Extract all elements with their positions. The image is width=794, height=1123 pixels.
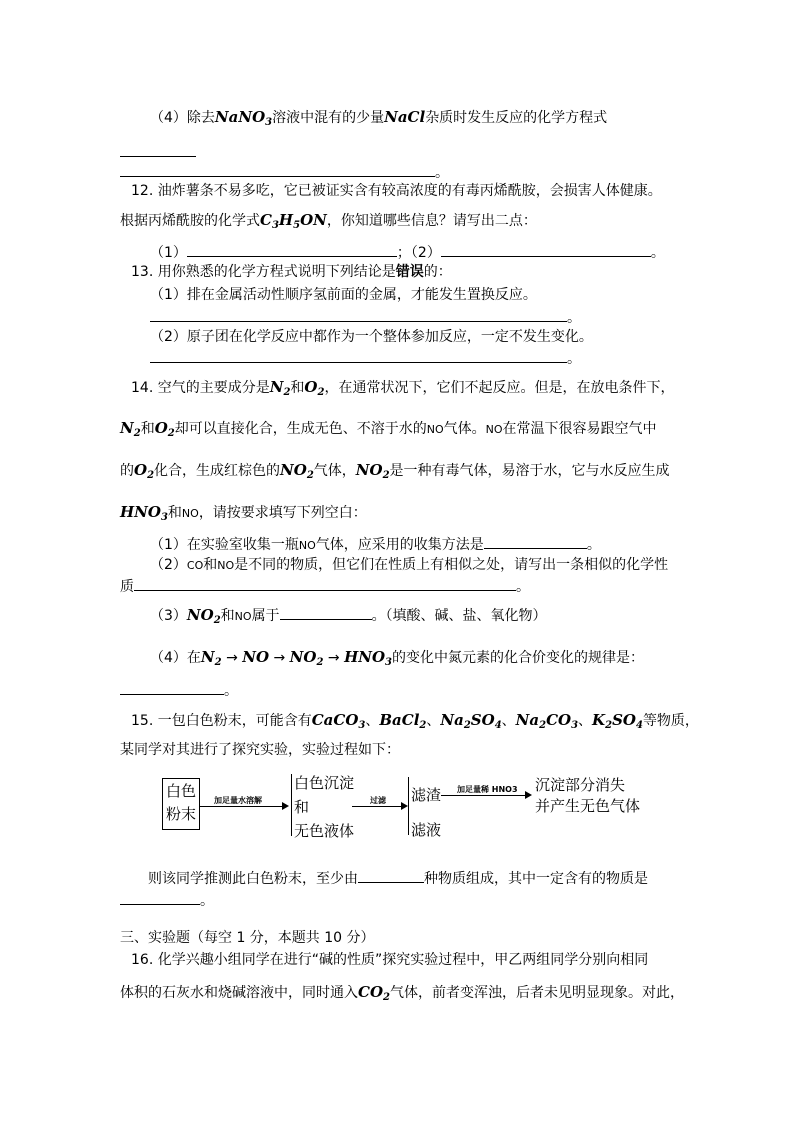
q16-line1: 16. 化学兴趣小组同学在进行“碱的性质”探究实验过程中，甲乙两组同学分别向相同 bbox=[131, 952, 649, 968]
text: 是不同的物质，但它们在性质上有相似之处，请写出一条相似的化学性 bbox=[234, 557, 669, 573]
text: 体积的石灰水和烧碱溶液中，同时通入 bbox=[120, 985, 358, 1001]
formula: $N_2$ bbox=[120, 419, 141, 439]
formula-nano3: NaNO$_3$ bbox=[214, 108, 273, 128]
formula: $O_2$ bbox=[154, 419, 175, 439]
result-text: 无色液体 bbox=[294, 822, 355, 840]
answer-blank[interactable] bbox=[120, 156, 196, 157]
step-label: 加足量水溶解 bbox=[214, 796, 262, 805]
formula: $Na_2SO_4$ bbox=[440, 711, 502, 731]
formula: $NO_2$ bbox=[280, 461, 314, 481]
brace bbox=[291, 774, 292, 836]
answer-line bbox=[120, 163, 449, 182]
text: 。（填酸、碱、盐、氧化物） bbox=[371, 608, 547, 624]
formula: $O_2$ bbox=[304, 378, 325, 398]
text: NO bbox=[217, 559, 235, 572]
text: 和 bbox=[203, 557, 218, 573]
answer-blank[interactable] bbox=[441, 243, 651, 257]
text: 。 bbox=[567, 351, 581, 367]
text: 质 bbox=[120, 579, 134, 595]
formula: $N_2$ bbox=[200, 648, 222, 668]
text: 气体，应采用的收集方法是 bbox=[315, 537, 484, 553]
formula: $Na_2CO_3$ bbox=[515, 711, 579, 731]
section-heading: 三、实验题（每空 1 分，本题共 10 分） bbox=[120, 930, 375, 946]
arrow-head bbox=[525, 791, 532, 799]
text: 的 bbox=[120, 463, 134, 479]
result-text: 和 bbox=[294, 798, 310, 816]
q14-part1 bbox=[150, 535, 601, 555]
text: NO bbox=[234, 610, 252, 623]
answer-blank[interactable] bbox=[280, 606, 372, 620]
text: （1）在实验室收集一瓶 bbox=[150, 537, 299, 553]
emphasis: 错误 bbox=[395, 264, 424, 280]
outcome-text: 并产生无色气体 bbox=[535, 797, 641, 815]
q14-line1 bbox=[131, 378, 674, 402]
answer-line bbox=[120, 681, 238, 700]
arrow: → bbox=[273, 650, 286, 666]
q14-part2-cont bbox=[120, 577, 530, 596]
formula: CaCO$_3$ bbox=[311, 711, 366, 731]
text: 是一种有毒气体，易溶于水，它与水反应生成 bbox=[389, 463, 670, 479]
q15-line2: 某同学对其进行了探究实验，实验过程如下： bbox=[120, 742, 400, 758]
answer-blank[interactable] bbox=[120, 891, 200, 905]
text: 、 bbox=[365, 713, 380, 729]
q13-part1: （1）排在金属活动性顺序氢前面的金属，才能发生置换反应。 bbox=[150, 287, 537, 303]
text: ；（2） bbox=[396, 245, 441, 261]
arrow-head bbox=[401, 802, 408, 810]
outcome-text: 沉淀部分消失 bbox=[535, 776, 626, 794]
residue-text: 滤渣 bbox=[411, 786, 442, 804]
arrow bbox=[441, 795, 526, 796]
text: 。 bbox=[650, 245, 665, 261]
text: 却可以直接化合，生成无色、不溶于水的 bbox=[174, 421, 427, 437]
q11-part4 bbox=[150, 108, 607, 132]
text: 15. 一包白色粉末，可能含有 bbox=[131, 713, 312, 729]
text: 化合，生成红棕色的 bbox=[154, 463, 281, 479]
formula: $NO_2$ bbox=[186, 606, 221, 626]
text: 、 bbox=[578, 713, 593, 729]
text: （1） bbox=[150, 245, 187, 261]
arrow-head bbox=[282, 802, 289, 810]
text: 属于 bbox=[251, 608, 280, 624]
text: 气体。 bbox=[443, 421, 486, 437]
arrow: → bbox=[327, 650, 340, 666]
formula-co2: $CO_2$ bbox=[358, 983, 390, 1003]
formula: $HNO_3$ bbox=[344, 648, 392, 668]
formula: BaCl$_2$ bbox=[379, 711, 427, 731]
q16-line2 bbox=[120, 983, 684, 1007]
answer-blank[interactable] bbox=[358, 869, 424, 883]
text: 14. 空气的主要成分是 bbox=[131, 380, 270, 396]
text: NO bbox=[181, 507, 199, 520]
text: 溶液中混有的少量 bbox=[272, 110, 385, 126]
text: （2） bbox=[150, 557, 187, 573]
arrow: → bbox=[226, 650, 238, 666]
q15-line1 bbox=[131, 711, 699, 735]
text: 、 bbox=[426, 713, 441, 729]
q13-line1 bbox=[131, 263, 452, 281]
text: 和 bbox=[290, 380, 305, 396]
text: 。 bbox=[567, 310, 581, 326]
text: ，你知道哪些信息？请写出二点： bbox=[326, 213, 537, 229]
formula-c3h5on: $C_3H_5ON$ bbox=[260, 211, 327, 231]
arrow bbox=[199, 806, 283, 807]
text: 和 bbox=[140, 421, 155, 437]
answer-blank[interactable] bbox=[150, 349, 567, 363]
text: （4）除去 bbox=[150, 110, 215, 126]
formula: NO bbox=[242, 648, 270, 666]
answer-blank[interactable] bbox=[484, 535, 587, 549]
arrow bbox=[352, 806, 402, 807]
filtrate-text: 滤液 bbox=[411, 821, 442, 839]
answer-line bbox=[150, 308, 581, 327]
answer-blank[interactable] bbox=[134, 577, 516, 591]
text: 。 bbox=[586, 537, 601, 553]
text: NO bbox=[298, 539, 316, 552]
q14-part4 bbox=[150, 648, 644, 672]
answer-blank[interactable] bbox=[150, 308, 567, 322]
text: 。 bbox=[516, 579, 530, 595]
q13-part2: （2）原子团在化学反应中都作为一个整体参加反应，一定不发生变化。 bbox=[150, 329, 593, 345]
q12-line1: 12. 油炸薯条不易多吃，它已被证实含有较高浓度的有毒丙烯酰胺，会损害人体健康。 bbox=[131, 183, 662, 199]
q14-part3 bbox=[150, 606, 547, 630]
text: 、 bbox=[501, 713, 516, 729]
text: 气体，前者变浑浊，后者未见明显现象。对此， bbox=[389, 985, 684, 1001]
text: 杂质时发生反应的化学方程式 bbox=[425, 110, 608, 126]
q15-conclusion bbox=[148, 869, 648, 888]
text: CO bbox=[186, 559, 204, 572]
text: NO bbox=[426, 423, 444, 436]
text: ，在通常状况下，它们不起反应。但是，在放电条件下， bbox=[324, 380, 675, 396]
text: 。 bbox=[435, 165, 449, 181]
formula: $O_2$ bbox=[134, 461, 155, 481]
formula: $NO_2$ bbox=[355, 461, 390, 481]
text: 等物质， bbox=[642, 713, 699, 729]
text: 在常温下很容易跟空气中 bbox=[502, 421, 657, 437]
text: 则该同学推测此白色粉末，至少由 bbox=[148, 871, 358, 887]
answer-blank[interactable] bbox=[187, 243, 397, 257]
text: 的变化中氮元素的化合价变化的规律是： bbox=[391, 650, 644, 666]
q14-line2 bbox=[120, 419, 657, 443]
formula-nacl: NaCl bbox=[384, 108, 426, 126]
result-text: 白色沉淀 bbox=[294, 774, 355, 792]
q12-line2 bbox=[120, 211, 537, 235]
formula: $HNO_3$ bbox=[120, 503, 168, 523]
text: （3） bbox=[150, 608, 187, 624]
formula: $K_2SO_4$ bbox=[592, 711, 643, 731]
box-text: 粉末 bbox=[166, 805, 197, 823]
formula: $NO_2$ bbox=[289, 648, 324, 668]
text: 和 bbox=[167, 505, 182, 521]
answer-blank[interactable] bbox=[120, 681, 224, 695]
brace bbox=[408, 777, 409, 835]
text: 和 bbox=[220, 608, 235, 624]
answer-line bbox=[150, 349, 581, 368]
q12-answers bbox=[150, 243, 665, 262]
text: 的： bbox=[423, 264, 452, 280]
text: 气体， bbox=[313, 463, 356, 479]
step-label: 加足量稀 HNO3 bbox=[457, 785, 518, 794]
q14-line3 bbox=[120, 461, 670, 485]
q14-line4 bbox=[120, 503, 367, 527]
answer-blank[interactable] bbox=[120, 163, 435, 177]
text: 根据丙烯酰胺的化学式 bbox=[120, 213, 260, 229]
q14-part2 bbox=[150, 556, 668, 575]
text: 。 bbox=[224, 683, 238, 699]
box-text: 白色 bbox=[166, 782, 197, 800]
text: 种物质组成，其中一定含有的物质是 bbox=[424, 871, 648, 887]
formula: $N_2$ bbox=[269, 378, 291, 398]
text: 。 bbox=[200, 893, 214, 909]
text: 13. 用你熟悉的化学方程式说明下列结论是 bbox=[131, 264, 396, 280]
answer-line bbox=[120, 891, 214, 910]
text: NO bbox=[485, 423, 503, 436]
text: ，请按要求填写下列空白： bbox=[198, 505, 367, 521]
step-label: 过滤 bbox=[370, 796, 386, 805]
text: （4）在 bbox=[150, 650, 201, 666]
